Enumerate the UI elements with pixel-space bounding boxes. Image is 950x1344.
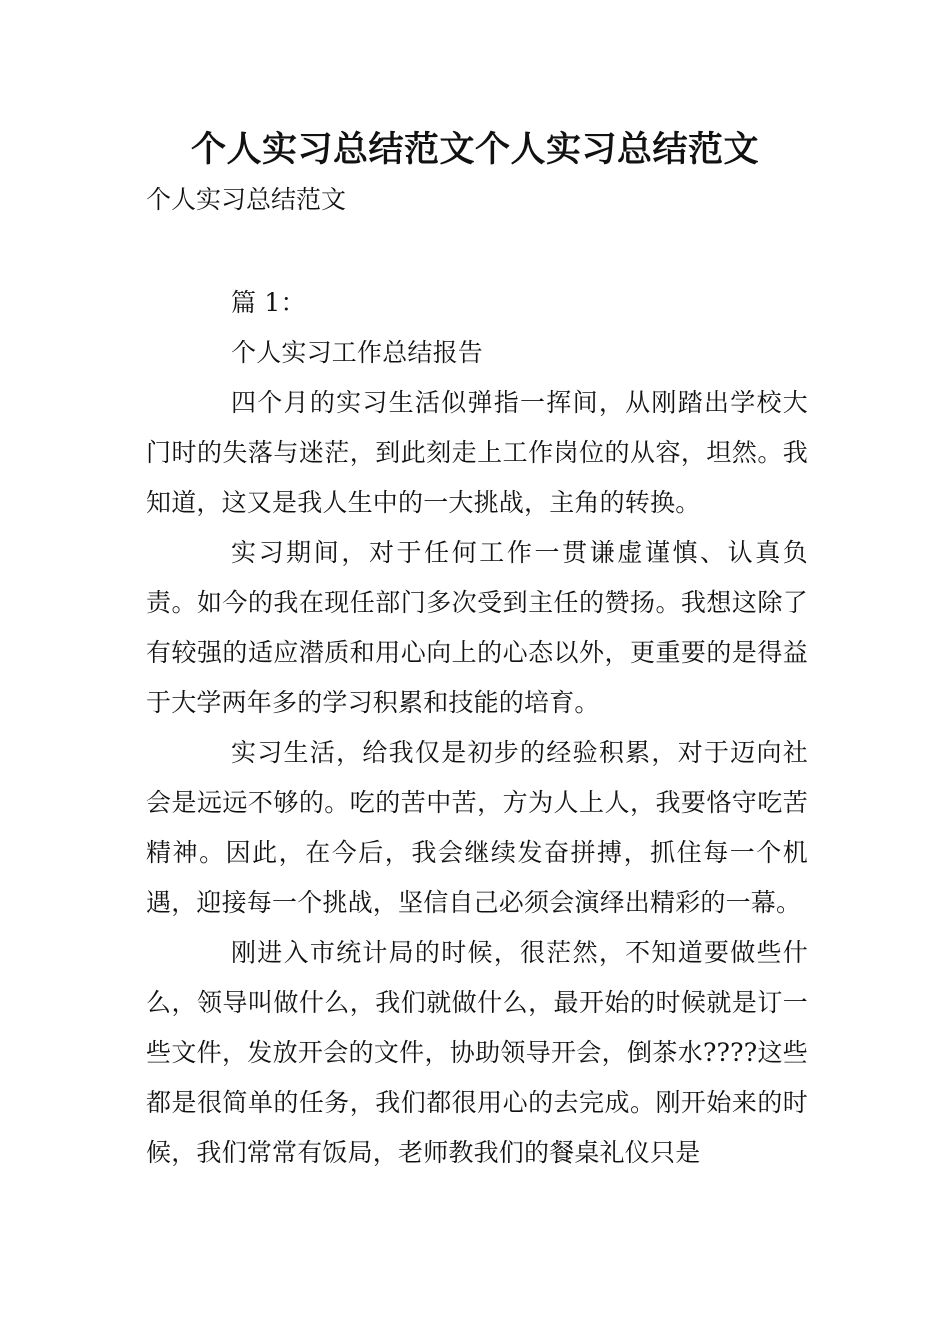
- body-paragraph: 实习生活，给我仅是初步的经验积累，对于迈向社会是远远不够的。吃的苦中苦，方为人上人，我要恪守吃苦精神。因此，在今后，我会继续发奋拼搏，抓住每一个机遇，迎接每一个挑战，坚信自己必须会演绎出精彩的一幕。: [146, 738, 808, 917]
- document-title: 个人实习总结范文个人实习总结范文: [190, 129, 759, 170]
- body-paragraph: 实习期间，对于任何工作一贯谦虚谨慎、认真负责。如今的我在现任部门多次受到主任的赞扬。我想这除了有较强的适应潜质和用心向上的心态以外，更重要的是得益于大学两年多的学习积累和技能的培育。: [146, 538, 808, 717]
- document-body: [146, 278, 808, 1178]
- section-label: 篇 1：: [231, 288, 306, 317]
- report-heading: 个人实习工作总结报告: [231, 338, 484, 367]
- document-subtitle: 个人实习总结范文: [146, 185, 347, 214]
- body-paragraph: 四个月的实习生活似弹指一挥间，从刚踏出学校大门时的失落与迷茫，到此刻走上工作岗位的从容，坦然。我知道，这又是我人生中的一大挑战，主角的转换。: [146, 388, 808, 517]
- body-paragraph: 刚进入市统计局的时候，很茫然，不知道要做些什么，领导叫做什么，我们就做什么，最开始的时候就是订一些文件，发放开会的文件，协助领导开会，倒茶水????这些都是很简单的任务，我们都很用心的去完成。刚开始来的时候，我们常常有饭局，老师教我们的餐桌礼仪只是: [146, 938, 808, 1167]
